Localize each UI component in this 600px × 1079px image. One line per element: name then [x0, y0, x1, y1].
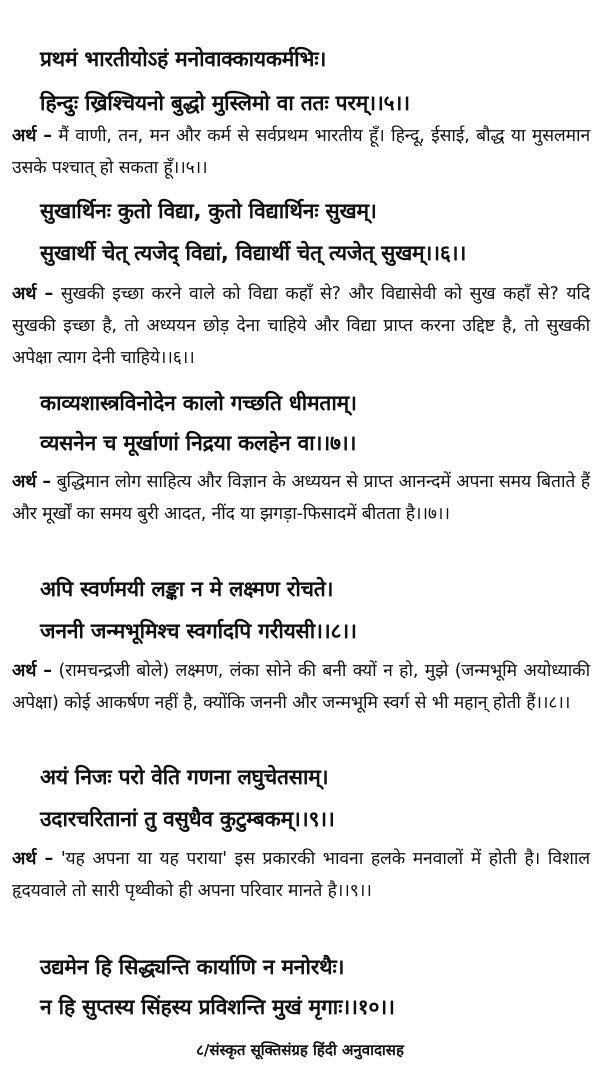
meaning-text: (रामचन्द्रजी बोले) लक्ष्मण, लंका सोने की बनी क्यों न हो, मुझे (जन्मभूमि अयोध्याकी अपेक्षा) कोई आकर्षण नहीं है, क्योंकि जननी और जन्मभूमि स्वर्ग से भी महान् होती हैं।।८।। [12, 661, 590, 713]
meaning-9 [12, 843, 590, 907]
meaning-text: बुद्धिमान लोग साहित्य और विज्ञान के अध्ययन से प्राप्त आनन्दमें अपना समय बिताते हैं और मूर्खों का समय बुरी आदत, नींद या झगड़ा-फिसादमें बीतता है।।७।। [12, 472, 590, 524]
verse-9-line-2: उदारचरितानां तु वसुधैव कुटुम्बकम्।।९।। [40, 807, 335, 831]
meaning-label: अर्थ – [12, 126, 52, 146]
meaning-text: मैं वाणी, तन, मन और कर्म से सर्वप्रथम भारतीय हूँ। हिन्दू, ईसाई, बौद्ध या मुसलमान उसके पश्चात् हो सकता हूँ।।५।। [12, 126, 591, 178]
verse-6-line-2: सुखार्थी चेत् त्यजेद् विद्यां, विद्यार्थी चेत् त्यजेत् सुखम्।।६।। [40, 241, 467, 265]
meaning-label: अर्थ – [12, 472, 52, 492]
meaning-text: सुखकी इच्छा करने वाले को विद्या कहाँ से? और विद्यासेवी को सुख कहाँ से? यदि सुखकी इच्छा है, तो अध्ययन छोड़ देना चाहिये और विद्या प्राप्त करना उद्दिष्ट है, तो सुखकी अपेक्षा त्याग देनी चाहिये।।६।। [12, 284, 591, 368]
verse-10-line-1: उद्यमेन हि सिद्ध्यन्ति कार्याणि न मनोरथैः। [40, 955, 345, 979]
meaning-label: अर्थ – [12, 849, 54, 869]
page-footer: ८/संस्कृत सूक्तिसंग्रह हिंदी अनुवादासह [196, 1041, 404, 1059]
verse-6-line-1: सुखार्थिनः कुतो विद्या, कुतो विद्यार्थिनः सुखम्। [40, 199, 377, 223]
meaning-label: अर्थ – [12, 661, 52, 681]
verse-5-line-2: हिन्दुः ख्रिश्चियनो बुद्धो मुस्लिमो वा ततः परम्।।५।। [40, 91, 410, 115]
verse-9-line-1: अयं निजः परो वेति गणना लघुचेतसाम्। [40, 765, 329, 789]
meaning-6 [12, 278, 590, 374]
meaning-5 [12, 120, 590, 184]
meaning-label: अर्थ – [12, 284, 54, 304]
meaning-8 [12, 655, 590, 719]
verse-8-line-1: अपि स्वर्णमयी लङ्का न मे लक्ष्मण रोचते। [40, 577, 334, 601]
verse-8-line-2: जननी जन्मभूमिश्च स्वर्गादपि गरीयसी।।८।। [40, 619, 357, 643]
verse-7-line-1: काव्यशास्त्रविनोदेन कालो गच्छति धीमताम्। [40, 391, 357, 415]
verse-5-line-1: प्रथमं भारतीयोऽहं मनोवाक्कायकर्मभिः। [40, 47, 327, 71]
meaning-text: 'यह अपना या यह पराया' इस प्रकारकी भावना हलके मनवालों में होती है। विशाल हृदयवाले तो सारी पृथ्वीको ही अपना परिवार मानते है।।९।। [12, 849, 590, 901]
verse-7-line-2: व्यसनेन च मूर्खाणां निद्रया कलहेन वा।।७।। [40, 431, 357, 455]
verse-10-line-2: न हि सुप्तस्य सिंहस्य प्रविशन्ति मुखं मृगाः।।१०।। [40, 995, 395, 1019]
meaning-7 [12, 466, 590, 530]
